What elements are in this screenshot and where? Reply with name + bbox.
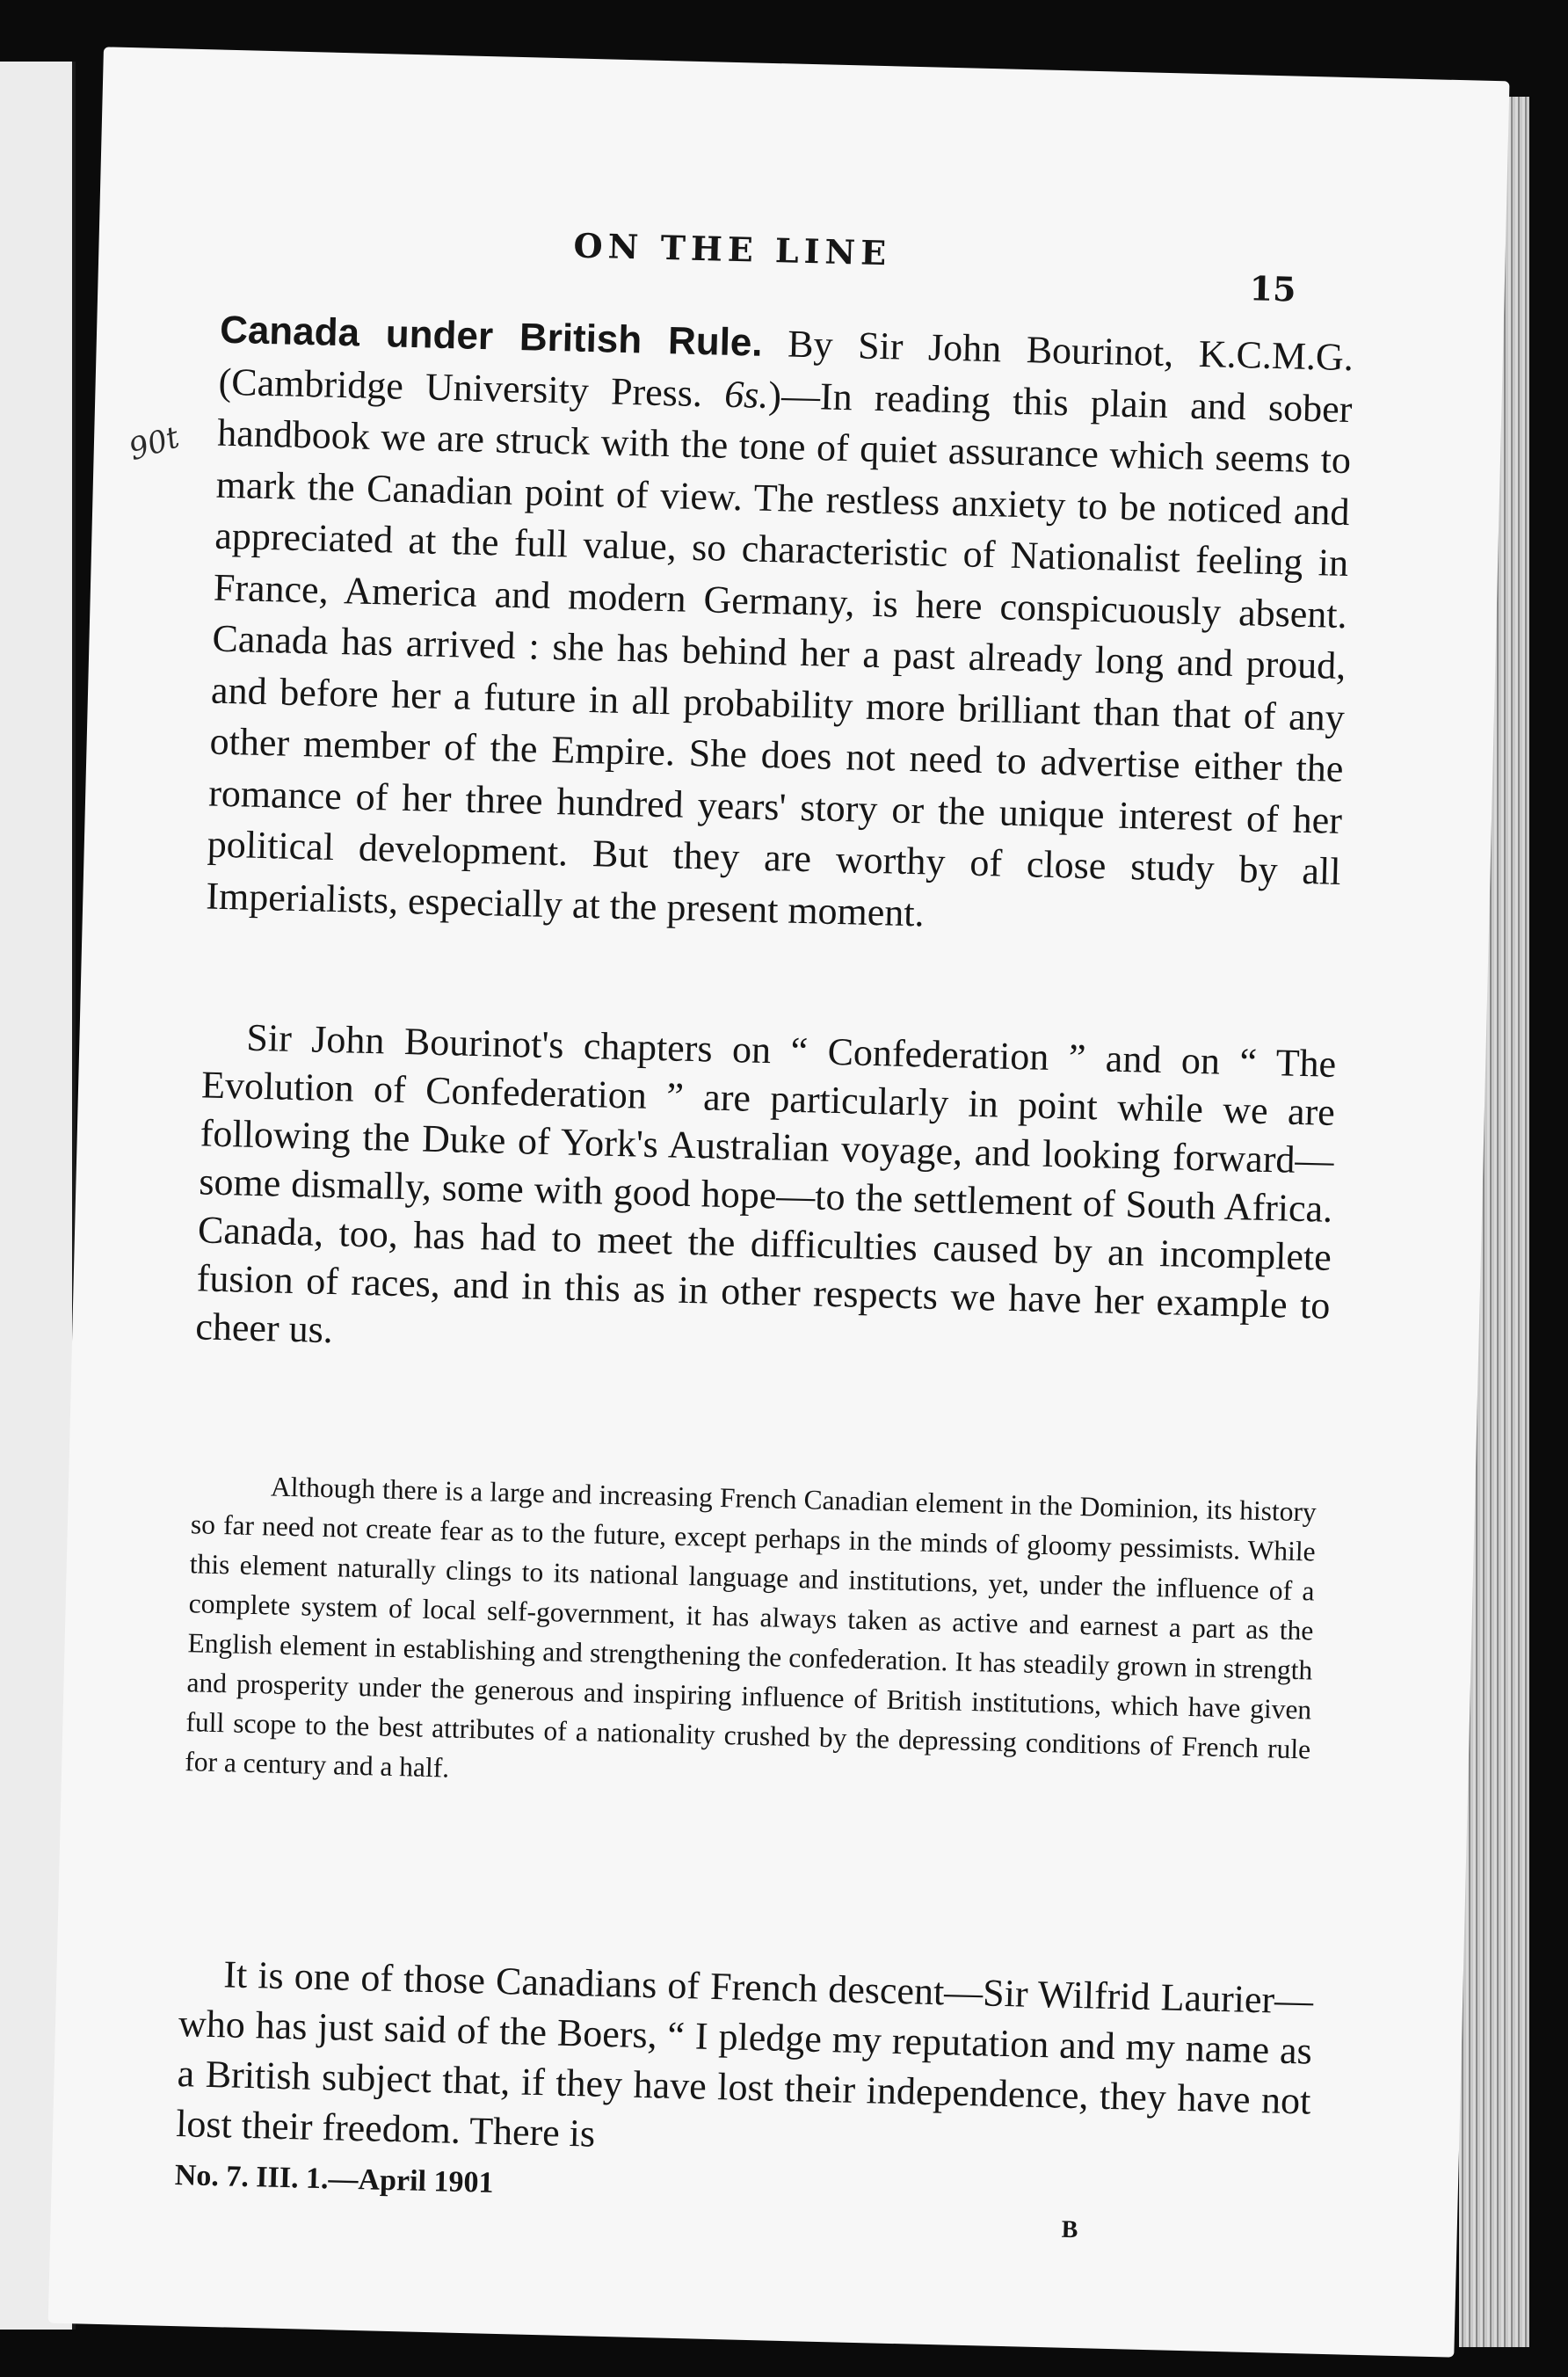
review-body: )—In reading this plain and sober handbook we are struck with the tone of quiet assurance which seems to mark the Canadian point of view. The restless anxiety to be noticed and appreciated at the full value, so characteristic of Nationalist feeling in France, America and modern Germany, is here conspicuously absent. Canada has arrived : she has behind her a past already long and proud, and before her a future in all probability more brilliant than that of any other member of the Empire. She does not need to advertise either the romance of her three hundred years' story or the unique interest of her political development. But they are worthy of close study by all Imperialists, especially at the present moment. (205, 373, 1353, 934)
review-heading: Canada under British Rule. (219, 308, 764, 365)
signature-mark: B (1061, 2215, 1078, 2244)
running-head: ON THE LINE (573, 225, 892, 273)
body-paragraph-3: It is one of those Canadians of French descent—Sir Wilfrid Laurier—who has just said of the Boers, “ I pledge my reputation and my name as a British subject that, if they have lost their independence, they have not lost their freedom. There is (175, 1952, 1314, 2155)
body-paragraph-2: Sir John Bourinot's chapters on “ Confederation ” and on “ The Evolution of Confederation ” are particularly in point while we are following the Duke of York's Australian voyage, and looking forward—some dismally, some with good hope—to the settlement of South Africa. Canada, too, has had to meet the difficulties caused by an incomplete fusion of races, and in this as in other respects we have her example to cheer us. (194, 1015, 1337, 1352)
block-quotation: Although there is a large and increasing French Canadian element in the Dominion, its history so far need not create fear as to the future, except perhaps in the minds of gloomy pessimists. While this element naturally clings to its national language and institutions, yet, under the influence of a complete system of local self-government, it has always taken as active and earnest a part as the English element in establishing and strengthening the confederation. It has steadily grown in strength and prosperity under the generous and inspiring influence of British institutions, which have given full scope to the best attributes of a nationality crushed by the depressing conditions of French rule for a century and a half. (184, 1471, 1318, 1784)
book-page (48, 47, 1510, 2357)
issue-line: No. 7. III. 1.—April 1901 (174, 2159, 494, 2199)
review-byline: By Sir John Bourinot, K.C.M.G. (Cambridge University Press. (218, 322, 1354, 416)
review-price: 6s. (723, 372, 770, 417)
page-number: 15 (1249, 268, 1297, 309)
handwritten-margin-note: 90t (125, 419, 184, 469)
review-paragraph (206, 305, 1354, 949)
